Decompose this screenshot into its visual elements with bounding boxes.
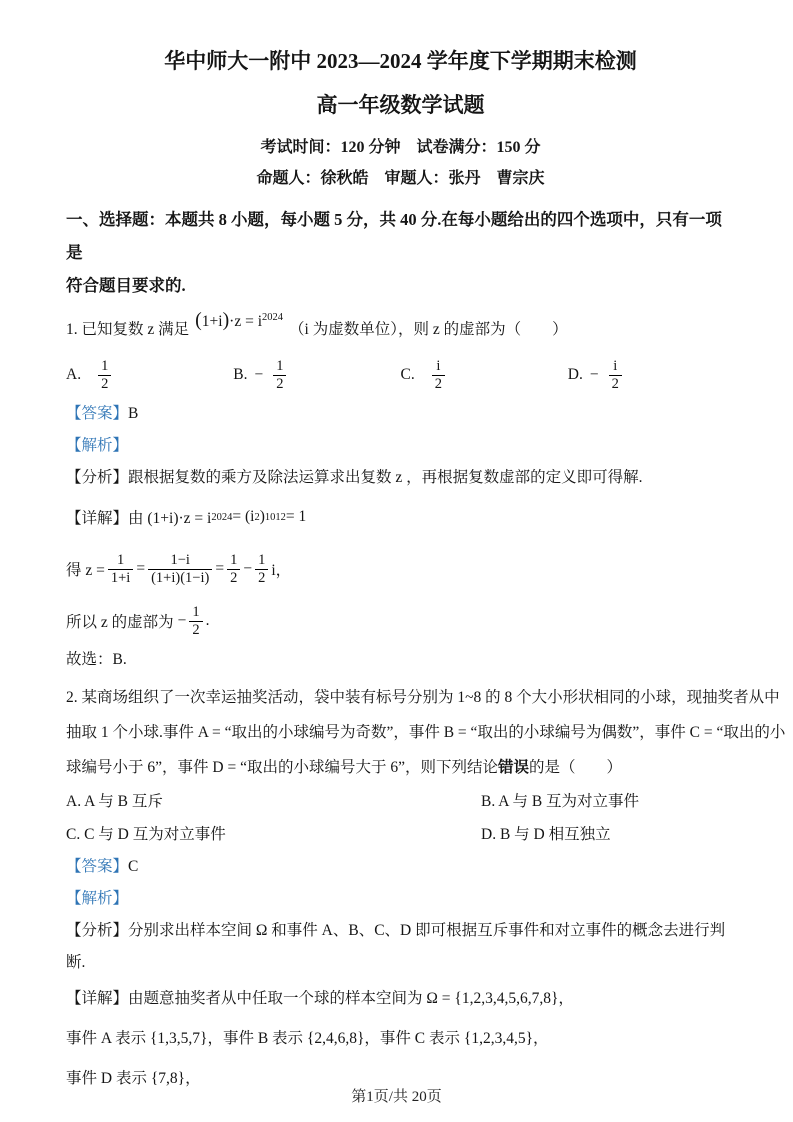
fenxi-text: 分别求出样本空间 Ω 和事件 A、B、C、D 即可根据互斥事件和对立事件的概念去进行判断. (66, 922, 726, 971)
option-sign: − (589, 366, 599, 383)
option-label: A. (66, 366, 82, 383)
equals-sign: = (215, 560, 225, 577)
section-heading-line1: 一、选择题：本题共 8 小题，每小题 5 分，共 40 分.在每小题给出的四个选项中，只有一项是 (66, 210, 722, 262)
q1-eq-body: 1+i (201, 312, 223, 330)
fraction: $\frac{1}{2}$ (98, 358, 111, 391)
q2-line3-pre: 球编号小于 6”，事件 D = “取出的小球编号大于 6”，则下列结论 (66, 759, 498, 776)
q2-options (66, 785, 735, 851)
question-2 (66, 680, 786, 1099)
q1-d3-pre: 所以 z 的虚部为 (66, 614, 174, 631)
fenxi-tag: 【分析】 (66, 469, 129, 486)
q2-stem-line2: 抽取 1 个小球.事件 A = “取出的小球编号为奇数”，事件 B = “取出的小球编号为偶数”，事件 C = “取出的小 (66, 724, 786, 741)
section-1-heading (66, 203, 735, 302)
q1-conclusion-line (66, 598, 735, 644)
authors-line: 命题人：徐秋皓 审题人：张丹 曹宗庆 (256, 170, 545, 187)
q2-line3-bold: 错误 (497, 759, 529, 776)
q1-d1-pre: 由 (1+i)·z = i (128, 510, 212, 527)
q1-options (66, 352, 735, 398)
page-footer: 第1页/共 20页 (351, 1089, 442, 1105)
q1-derivation-line (66, 540, 735, 598)
q1-option-b (233, 358, 400, 391)
answer-tag: 【答案】 (66, 405, 129, 422)
section-heading-line2: 符合题目要求的. (66, 276, 186, 295)
q1-d1-tail: = 1 (285, 508, 307, 525)
q1-d1-mid: = (i (232, 508, 255, 525)
fraction: $\frac{1}{1+i}$ (108, 552, 133, 585)
q1-stem (66, 304, 735, 352)
q1-option-d (568, 358, 735, 391)
q1-eq-exponent: 2024 (262, 311, 284, 323)
q1-fenxi-line (66, 462, 735, 494)
exam-info: 考试时间：120 分钟 试卷满分：150 分 (260, 139, 541, 156)
q2-jiexi-line (66, 883, 735, 915)
q2-line3-tail: 的是（ ） (528, 759, 622, 776)
answer-tag: 【答案】 (66, 858, 129, 875)
answer-value: B (128, 405, 139, 422)
fenxi-tag: 【分析】 (66, 922, 129, 939)
q1-answer-line (66, 398, 735, 430)
q2-xiangjie-line1 (66, 979, 735, 1019)
q1-option-a (66, 358, 233, 391)
minus-sign: − (177, 612, 187, 629)
option-label: C. (400, 366, 415, 383)
equals-sign: = (136, 560, 146, 577)
right-paren: ) (222, 308, 230, 331)
fraction: $\frac{1}{2}$ (227, 552, 240, 585)
option-label: D. (567, 366, 583, 383)
q1-d1-exp1: 2024 (211, 511, 233, 523)
q2-fenxi-line (66, 915, 735, 979)
q1-d3-tail: . (205, 612, 210, 629)
q1-d2-tail: i， (271, 562, 292, 579)
fraction: $\frac{i}{2}$ (609, 358, 622, 391)
fraction: $\frac{1}{2}$ (189, 604, 202, 637)
q2-option-c: C. C 与 D 互为对立事件 (66, 826, 226, 843)
option-sign: − (254, 366, 264, 383)
q1-eq-mid: ·z = i (229, 312, 263, 330)
q2-stem-line1: 2. 某商场组织了一次幸运抽奖活动，袋中装有标号分别为 1~8 的 8 个大小形状相同的小球，现抽奖者从中 (66, 689, 780, 706)
fenxi-text: 跟根据复数的乘方及除法运算求出复数 z ，再根据复数虚部的定义即可得解. (128, 469, 643, 486)
q1-jiexi-line (66, 430, 735, 462)
q1-d1-close: ) (259, 508, 265, 525)
q2-xiangjie-line3: 事件 D 表示 {7,8}， (66, 1070, 201, 1087)
q1-d1-exp2: 2 (254, 511, 260, 523)
q2-option-a: A. A 与 B 互斥 (66, 793, 163, 810)
fraction: $\frac{1}{2}$ (273, 358, 286, 391)
q2-option-b: B. A 与 B 互为对立事件 (481, 793, 640, 810)
minus-sign: − (243, 560, 253, 577)
fraction: $\frac{1-i}{(1+i)(1-i)}$ (148, 552, 212, 585)
q1-d2-pre: 得 z = (66, 562, 105, 579)
xiangjie-tag: 【详解】 (66, 990, 129, 1007)
q1-equation (195, 309, 283, 332)
q2-stem-line3 (66, 750, 735, 785)
option-label: B. (233, 366, 248, 383)
answer-value: C (128, 858, 139, 875)
page-subtitle: 高一年级数学试题 (316, 93, 485, 117)
q2-d1-text: 由题意抽奖者从中任取一个球的样本空间为 Ω = {1,2,3,4,5,6,7,8}， (128, 990, 574, 1007)
jiexi-tag: 【解析】 (66, 890, 129, 907)
fraction: $\frac{1}{2}$ (255, 552, 268, 585)
q2-xiangjie-line2: 事件 A 表示 {1,3,5,7}，事件 B 表示 {2,4,6,8}，事件 C 表示 {1,2,3,4,5}， (66, 1030, 549, 1047)
page-title: 华中师大一附中 2023—2024 学年度下学期期末检测 (164, 49, 637, 73)
q1-xiangjie-line (66, 494, 735, 540)
xiangjie-tag: 【详解】 (66, 510, 129, 527)
left-paren: ( (195, 308, 202, 331)
q1-option-c (401, 358, 568, 391)
q2-option-d: D. B 与 D 相互独立 (481, 826, 611, 843)
question-1 (66, 304, 735, 676)
q1-stem-pre: 1. 已知复数 z 满足 (66, 321, 190, 338)
q2-answer-line (66, 851, 735, 883)
q1-stem-post: （i 为虚数单位），则 z 的虚部为（ ） (289, 321, 568, 338)
jiexi-tag: 【解析】 (66, 437, 129, 454)
fraction: $\frac{i}{2}$ (432, 358, 445, 391)
q1-d1-exp3: 1012 (264, 511, 286, 523)
q1-choice-line: 故选：B. (66, 651, 127, 668)
